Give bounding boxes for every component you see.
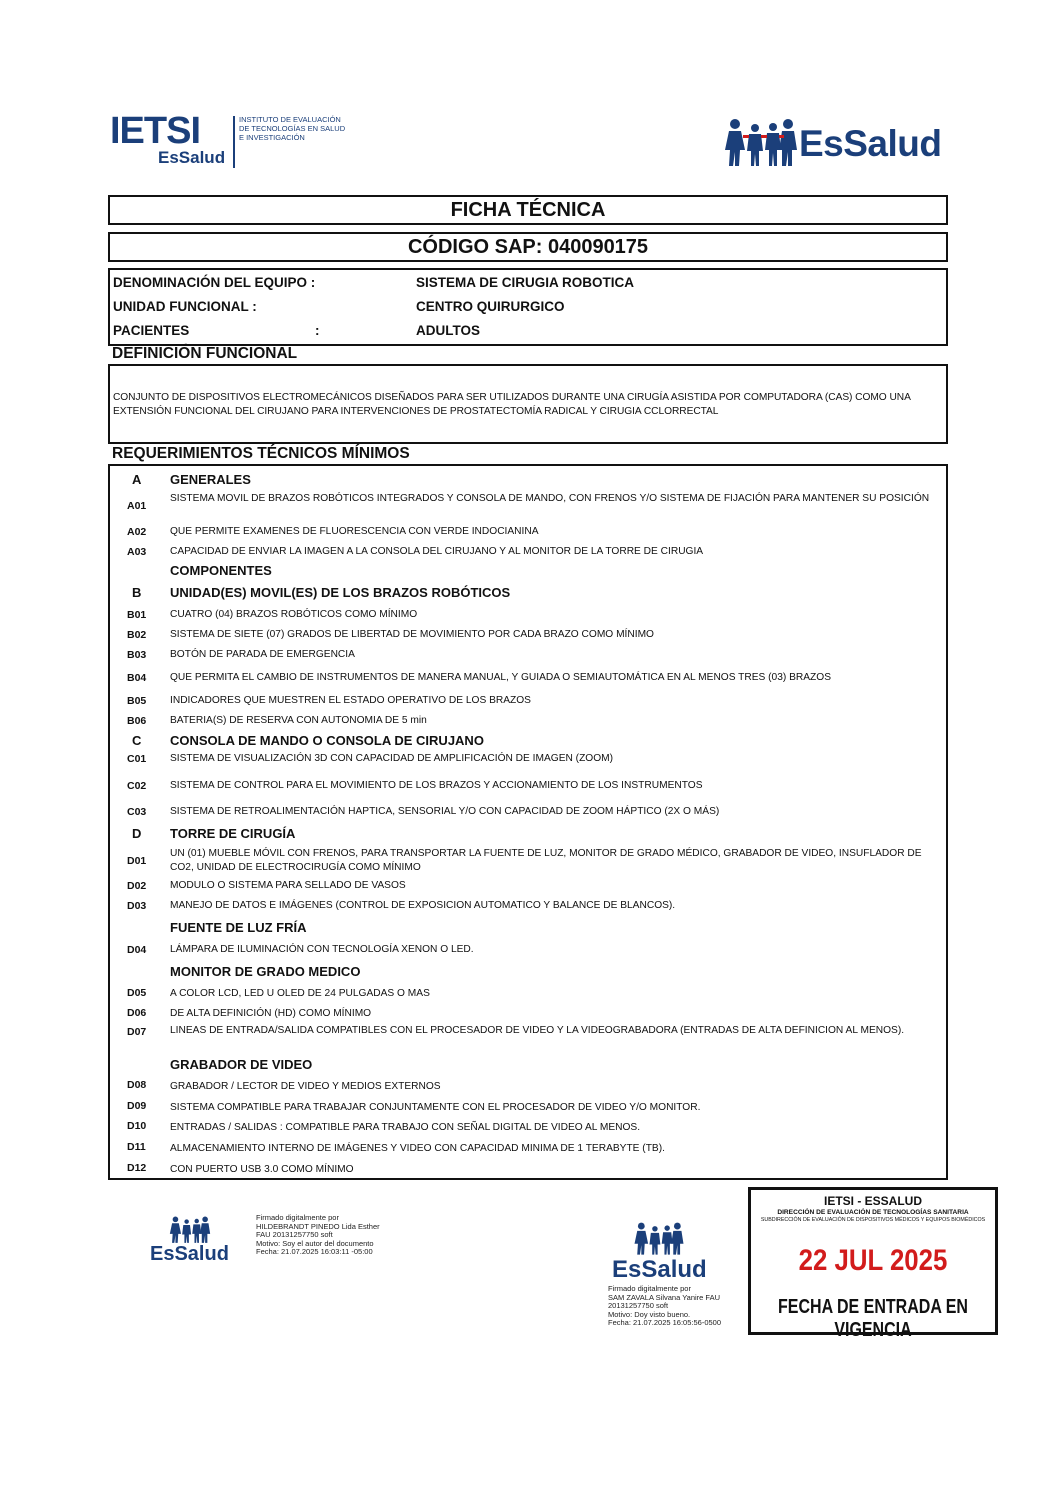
requirement-code: D02 xyxy=(127,880,147,892)
equipment-info xyxy=(108,268,948,346)
requirement-code: D04 xyxy=(127,944,147,956)
requirement-text: MODULO O SISTEMA PARA SELLADO DE VASOS xyxy=(170,880,406,891)
requirement-code: A02 xyxy=(127,526,147,538)
requirements-box xyxy=(108,464,948,1180)
subsection-title: MONITOR DE GRADO MEDICO xyxy=(170,964,361,979)
requirement-text: LINEAS DE ENTRADA/SALIDA COMPATIBLES CON EL PROCESADOR DE VIDEO Y LA VIDEOGRABADORA (ENTRADAS DE ALTA DEFINICION AL MENOS). xyxy=(170,1025,905,1036)
requirement-text: BATERIA(S) DE RESERVA CON AUTONOMIA DE 5 min xyxy=(170,715,427,726)
field-colon-patients: : xyxy=(315,323,320,338)
requirement-code: A03 xyxy=(127,546,147,558)
stamp-direction: DIRECCIÓN DE EVALUACIÓN DE TECNOLOGÍAS SANITARIA xyxy=(777,1209,969,1216)
signature-line: Motivo: Soy el autor del documento xyxy=(256,1238,374,1248)
requirement-code: D11 xyxy=(127,1141,146,1153)
field-label-equipment: DENOMINACIÓN DEL EQUIPO : xyxy=(113,275,316,290)
requirement-text: ENTRADAS / SALIDAS : COMPATIBLE PARA TRABAJO CON SEÑAL DIGITAL DE VIDEO AL MENOS. xyxy=(170,1122,641,1133)
requirement-text: CAPACIDAD DE ENVIAR LA IMAGEN A LA CONSOLA DEL CIRUJANO Y AL MONITOR DE LA TORRE DE CIRUGIA xyxy=(170,546,704,557)
requirement-text: INDICADORES QUE MUESTREN EL ESTADO OPERATIVO DE LOS BRAZOS xyxy=(170,695,531,706)
requirement-code: C01 xyxy=(127,753,147,765)
field-label-unit: UNIDAD FUNCIONAL : xyxy=(113,299,257,314)
requirement-code: B05 xyxy=(127,695,147,707)
requirement-text: SISTEMA DE RETROALIMENTACIÓN HAPTICA, SENSORIAL Y/O CON CAPACIDAD DE ZOOM HÁPTICO (2X O MÁS) xyxy=(170,806,720,817)
requirement-text: A COLOR LCD, LED U OLED DE 24 PULGADAS O MAS xyxy=(170,988,430,999)
essalud-logo xyxy=(725,118,950,170)
requirement-text: SISTEMA DE VISUALIZACIÓN 3D CON CAPACIDAD DE AMPLIFICACIÓN DE IMAGEN (ZOOM) xyxy=(170,753,614,764)
requirement-code: D07 xyxy=(127,1026,147,1038)
stamp-subdirection: SUBDIRECCIÓN DE EVALUACIÓN DE DISPOSITIVOS MÉDICOS Y EQUIPOS BIOMÉDICOS xyxy=(760,1217,986,1223)
definition-heading: DEFINICIÓN FUNCIONAL xyxy=(112,345,298,362)
ietsi-wordmark: IETSI xyxy=(110,110,201,152)
family-figures-icon xyxy=(634,1222,684,1256)
requirement-text: QUE PERMITE EXAMENES DE FLUORESCENCIA CON VERDE INDOCIANINA xyxy=(170,526,539,537)
definition-text: CONJUNTO DE DISPOSITIVOS ELECTROMECÁNICOS DISEÑADOS PARA SER UTILIZADOS DURANTE UNA CIRUGÍA ASISTIDA POR COMPUTADORA (CAS) COMO UNA EXTENSIÓN FUNCIONAL DEL CIRUJANO PARA INTERVENCIONES DE PROSTATECTOMÍA RADICAL Y CIRUGIA CCLORRECTAL xyxy=(113,392,911,417)
section-letter: B xyxy=(132,585,142,600)
signature-line: Firmado digitalmente por xyxy=(608,1284,691,1293)
ietsi-institute-name: INSTITUTO DE EVALUACIÓN DE TECNOLOGÍAS EN SALUD E INVESTIGACIÓN xyxy=(239,115,346,142)
requirement-code: D03 xyxy=(127,900,147,912)
signature-line: Fecha: 21.07.2025 16:03:11 -05:00 xyxy=(256,1247,373,1256)
requirement-text: CON PUERTO USB 3.0 COMO MÍNIMO xyxy=(170,1164,354,1175)
stamp-date: 22 JUL 2025 xyxy=(798,1244,948,1277)
family-figures-icon xyxy=(725,118,797,168)
requirement-code: B02 xyxy=(127,629,147,641)
ietsi-essalud-wordmark: EsSalud xyxy=(158,148,226,167)
signature-1-logo xyxy=(150,1216,230,1268)
requirement-text: DE ALTA DEFINICIÓN (HD) COMO MÍNIMO xyxy=(170,1008,372,1019)
requirement-code: C03 xyxy=(127,806,147,818)
requirement-text: GRABADOR / LECTOR DE VIDEO Y MEDIOS EXTERNOS xyxy=(170,1081,441,1092)
requirement-code: B03 xyxy=(127,649,147,661)
definition-box xyxy=(108,364,948,444)
family-figures-icon xyxy=(168,1216,212,1244)
requirement-text: SISTEMA MOVIL DE BRAZOS ROBÓTICOS INTEGRADOS Y CONSOLA DE MANDO, CON FRENOS Y/O SISTEMA DE FIJACIÓN PARA MANTENER SU POSICIÓN xyxy=(170,493,930,504)
section-title: TORRE DE CIRUGÍA xyxy=(170,826,296,841)
section-title: CONSOLA DE MANDO O CONSOLA DE CIRUJANO xyxy=(170,733,484,748)
requirement-code: D09 xyxy=(127,1100,147,1112)
requirement-code: B01 xyxy=(127,609,147,621)
requirement-text: SISTEMA DE CONTROL PARA EL MOVIMIENTO DE LOS BRAZOS Y ACCIONAMIENTO DE LOS INSTRUMENTOS xyxy=(170,780,703,791)
ietsi-logo xyxy=(110,110,346,172)
requirement-text: QUE PERMITA EL CAMBIO DE INSTRUMENTOS DE MANERA MANUAL, Y GUIADA O SEMIAUTOMÁTICA EN AL MENOS TRES (03) BRAZOS xyxy=(170,672,831,683)
requirement-code: D12 xyxy=(127,1162,147,1174)
signature-line: SAM ZAVALA Silvana Yanire FAU xyxy=(608,1292,720,1302)
section-letter: C xyxy=(132,733,142,748)
subsection-title: GRABADOR DE VIDEO xyxy=(170,1057,313,1072)
stamp-title: IETSI - ESSALUD xyxy=(823,1194,922,1208)
signature-line: FAU 20131257750 soft xyxy=(256,1230,333,1239)
section-title: UNIDAD(ES) MOVIL(ES) DE LOS BRAZOS ROBÓTICOS xyxy=(170,585,511,600)
requirement-code: C02 xyxy=(127,780,147,792)
signature-2-text xyxy=(608,1285,748,1328)
requirement-text: UN (01) MUEBLE MÓVIL CON FRENOS, PARA TRANSPORTAR LA FUENTE DE LUZ, MONITOR DE GRADO MÉDICO, GRABADOR DE VIDEO, INSUFLADOR DE CO2, UNIDAD DE ELECTROCIRUGÍA COMO MÍNIMO xyxy=(170,848,922,873)
sap-code: CÓDIGO SAP: 040090175 xyxy=(108,232,948,262)
components-title: COMPONENTES xyxy=(170,563,272,578)
signature-line: HILDEBRANDT PINEDO Lida Esther xyxy=(256,1221,380,1231)
section-title: GENERALES xyxy=(170,472,251,487)
requirement-text: ALMACENAMIENTO INTERNO DE IMÁGENES Y VIDEO CON CAPACIDAD MINIMA DE 1 TERABYTE (TB). xyxy=(170,1143,665,1154)
requirement-code: B04 xyxy=(127,672,147,684)
requirement-code: D08 xyxy=(127,1079,147,1091)
requirement-code: D10 xyxy=(127,1120,147,1132)
requirement-code: A01 xyxy=(127,500,147,512)
requirement-code: D01 xyxy=(127,855,147,867)
requirement-text: SISTEMA COMPATIBLE PARA TRABAJAR CONJUNTAMENTE CON EL PROCESADOR DE VIDEO Y/O MONITOR. xyxy=(170,1102,701,1113)
requirement-text: LÁMPARA DE ILUMINACIÓN CON TECNOLOGÍA XENON O LED. xyxy=(170,944,474,955)
requirement-text: MANEJO DE DATOS E IMÁGENES (CONTROL DE EXPOSICION AUTOMATICO Y BALANCE DE BLANCOS). xyxy=(170,900,676,911)
document-title: FICHA TÉCNICA xyxy=(108,195,948,225)
requirement-text: SISTEMA DE SIETE (07) GRADOS DE LIBERTAD DE MOVIMIENTO POR CADA BRAZO COMO MÍNIMO xyxy=(170,629,654,640)
signature-2-logo xyxy=(612,1222,712,1286)
requirement-code: D06 xyxy=(127,1007,147,1019)
field-label-patients: PACIENTES xyxy=(113,323,190,338)
requirement-code: B06 xyxy=(127,715,147,727)
field-value-patients: ADULTOS xyxy=(416,323,480,338)
ietsi-divider xyxy=(233,116,235,168)
essalud-wordmark: EsSalud xyxy=(799,123,942,164)
essalud-wordmark: EsSalud xyxy=(150,1243,229,1265)
section-letter: D xyxy=(132,826,142,841)
field-value-unit: CENTRO QUIRURGICO xyxy=(416,299,565,314)
requirement-text: CUATRO (04) BRAZOS ROBÓTICOS COMO MÍNIMO xyxy=(170,609,418,620)
signature-line: 20131257750 soft xyxy=(608,1301,669,1310)
section-letter: A xyxy=(132,472,142,487)
signature-line: Motivo: Doy visto bueno. xyxy=(608,1309,691,1319)
subsection-title: FUENTE DE LUZ FRÍA xyxy=(170,920,307,935)
stamp-footer: FECHA DE ENTRADA EN VIGENCIA xyxy=(778,1296,968,1341)
signature-line: Firmado digitalmente por xyxy=(256,1213,339,1222)
requirements-heading: REQUERIMIENTOS TÉCNICOS MÍNIMOS xyxy=(112,445,410,462)
essalud-wordmark: EsSalud xyxy=(612,1256,707,1283)
effective-date-stamp xyxy=(748,1187,998,1341)
requirement-code: D05 xyxy=(127,987,147,999)
signature-1-text xyxy=(256,1214,426,1257)
requirement-text: BOTÓN DE PARADA DE EMERGENCIA xyxy=(170,649,355,660)
field-value-equipment: SISTEMA DE CIRUGIA ROBOTICA xyxy=(416,275,635,290)
signature-line: Fecha: 21.07.2025 16:05:56-0500 xyxy=(608,1318,722,1327)
